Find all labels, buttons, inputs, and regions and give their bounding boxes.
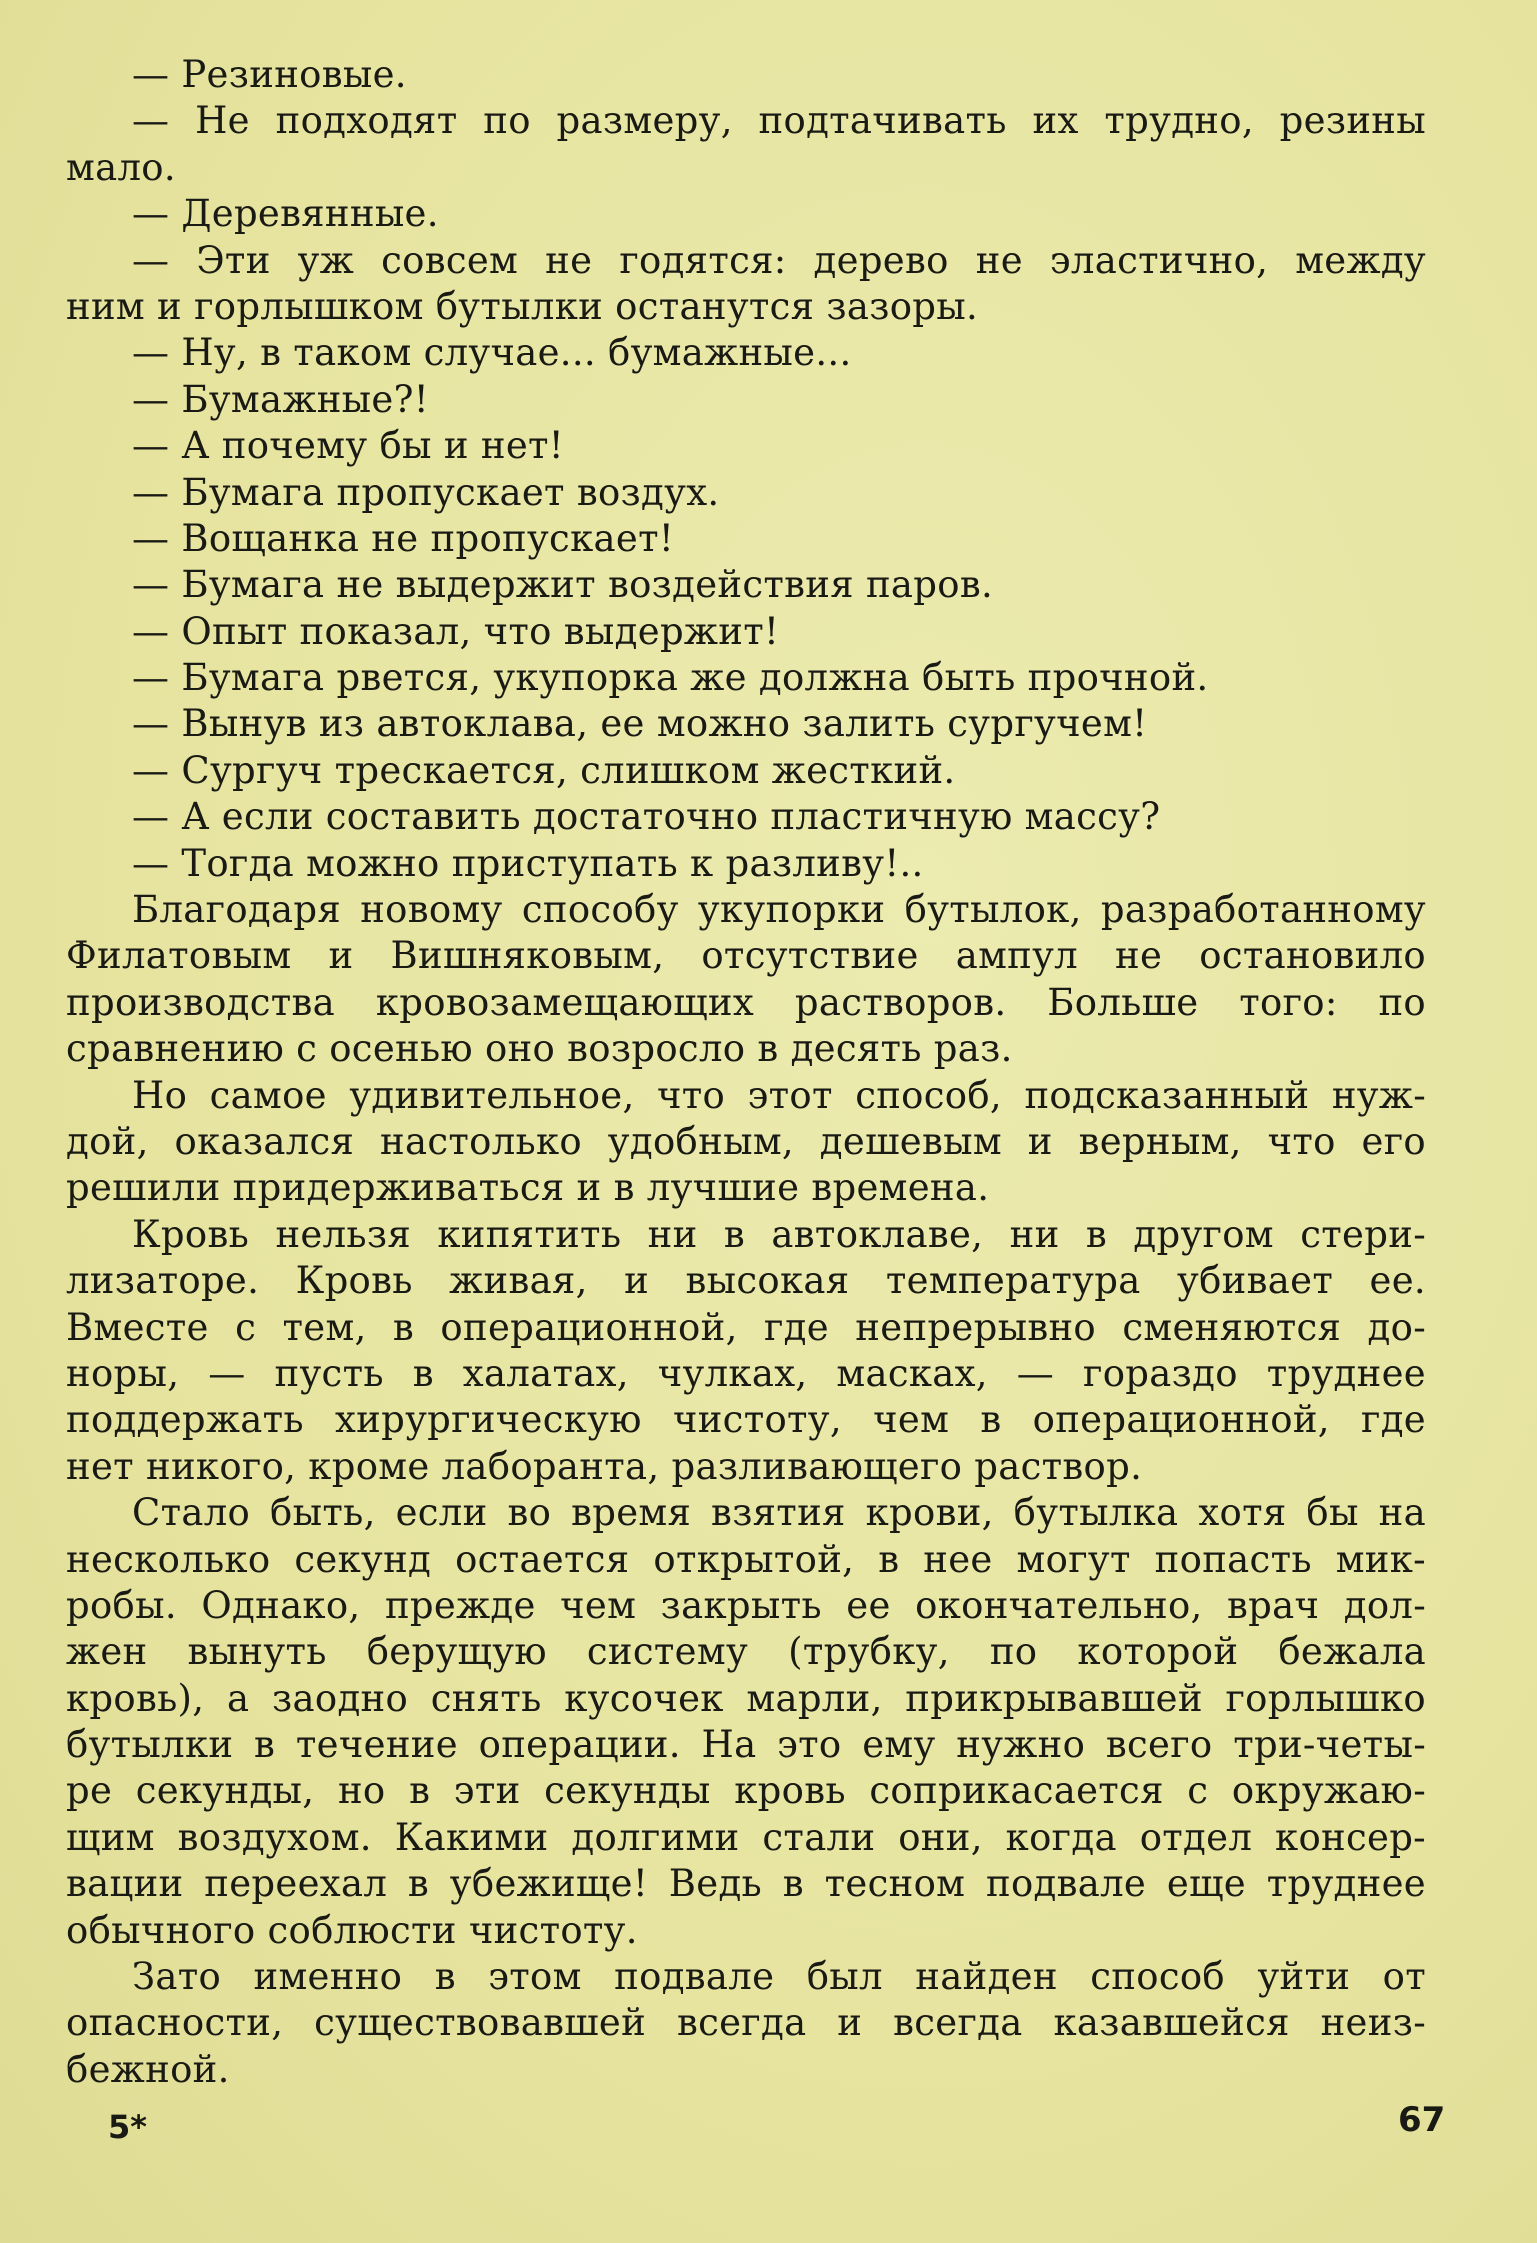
text-line: щим воздухом. Какими долгими стали они, когда отдел консер- bbox=[66, 1815, 1426, 1859]
text-line: бутылки в течение операции. На это ему нужно всего три-четы- bbox=[66, 1723, 1426, 1767]
text-line: — Не подходят по размеру, подтачивать их трудно, резины bbox=[132, 99, 1426, 143]
text-line: бежной. bbox=[66, 2047, 230, 2091]
text-line: лизаторе. Кровь живая, и высокая температура убивает ее. bbox=[66, 1259, 1426, 1303]
text-line: вации переехал в убежище! Ведь в тесном подвале еще труднее bbox=[66, 1862, 1426, 1906]
text-line: — Резиновые. bbox=[132, 53, 407, 96]
text-line: норы, — пусть в халатах, чулках, масках, — гораздо труднее bbox=[66, 1351, 1426, 1395]
text-line: поддержать хирургическую чистоту, чем в операционной, где bbox=[66, 1398, 1426, 1442]
text-line: ре секунды, но в эти секунды кровь соприкасается с окружаю- bbox=[66, 1769, 1426, 1813]
text-line: — А почему бы и нет! bbox=[132, 424, 564, 468]
text-line: Филатовым и Вишняковым, отсутствие ампул не остановило bbox=[66, 934, 1426, 978]
text-line: обычного соблюсти чистоту. bbox=[66, 1908, 638, 1952]
text-line: Благодаря новому способу укупорки бутылок, разработанному bbox=[132, 888, 1426, 932]
text-line: несколько секунд остается открытой, в нее могут попасть мик- bbox=[66, 1537, 1426, 1581]
text-line: дой, оказался настолько удобным, дешевым и верным, что его bbox=[66, 1119, 1426, 1163]
text-line: — Вынув из автоклава, ее можно залить сургучем! bbox=[132, 702, 1148, 746]
text-line: — Бумага не выдержит воздействия паров. bbox=[132, 563, 994, 607]
body-text bbox=[66, 52, 1426, 2093]
text-line: мало. bbox=[66, 145, 176, 189]
text-line: — Тогда можно приступать к разливу!.. bbox=[132, 841, 924, 885]
text-line: нет никого, кроме лаборанта, разливающего раствор. bbox=[66, 1444, 1143, 1488]
text-line: робы. Однако, прежде чем закрыть ее окончательно, врач дол- bbox=[66, 1583, 1426, 1627]
text-line: — Деревянные. bbox=[132, 192, 439, 236]
signature-mark: 5* bbox=[108, 2108, 147, 2146]
text-line: — Опыт показал, что выдержит! bbox=[132, 609, 780, 653]
text-line: — Бумажные?! bbox=[132, 377, 429, 421]
text-line: — Сургуч трескается, слишком жесткий. bbox=[132, 748, 956, 792]
text-line: — А если составить достаточно пластичную массу? bbox=[132, 795, 1161, 839]
page-number: 67 bbox=[1398, 2100, 1446, 2140]
text-line: решили придерживаться и в лучшие времена. bbox=[66, 1166, 990, 1210]
text-line: Но самое удивительное, что этот способ, подсказанный нуж- bbox=[132, 1073, 1426, 1117]
text-line: — Бумага рвется, укупорка же должна быть прочной. bbox=[132, 656, 1209, 700]
text-line: производства кровозамещающих растворов. Больше того: по bbox=[66, 980, 1426, 1024]
text-line: жен вынуть берущую систему (трубку, по которой бежала bbox=[66, 1630, 1426, 1674]
text-line: — Ну, в таком случае... бумажные... bbox=[132, 331, 852, 375]
text-line: Зато именно в этом подвале был найден способ уйти от bbox=[132, 1955, 1426, 1999]
text-line: сравнению с осенью оно возросло в десять раз. bbox=[66, 1027, 1013, 1071]
text-line: — Бумага пропускает воздух. bbox=[132, 470, 720, 514]
text-line: опасности, существовавшей всегда и всегда казавшейся неиз- bbox=[66, 2001, 1426, 2045]
text-line: — Эти уж совсем не годятся: дерево не эластично, между bbox=[132, 238, 1426, 282]
text-line: Кровь нельзя кипятить ни в автоклаве, ни в другом стери- bbox=[132, 1212, 1426, 1256]
text-line: кровь), а заодно снять кусочек марли, прикрывавшей горлышко bbox=[66, 1676, 1426, 1720]
text-line: Стало быть, если во время взятия крови, бутылка хотя бы на bbox=[132, 1491, 1426, 1535]
text-line: Вместе с тем, в операционной, где непрерывно сменяются до- bbox=[66, 1305, 1426, 1349]
text-line: ним и горлышком бутылки останутся зазоры. bbox=[66, 284, 979, 328]
text-line: — Вощанка не пропускает! bbox=[132, 516, 675, 560]
